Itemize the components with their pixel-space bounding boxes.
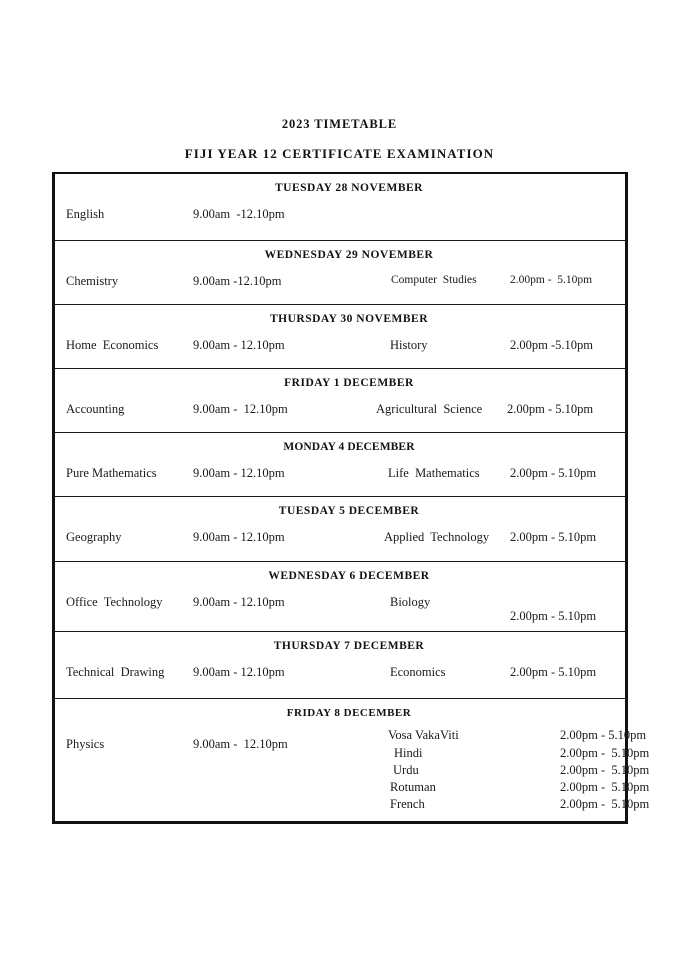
exam-row [55,652,625,690]
afternoon-subject: Urdu [393,763,419,777]
day-heading: FRIDAY 8 DECEMBER [286,707,412,719]
day-block [55,174,625,241]
morning-time: 9.00am -12.10pm [193,274,282,288]
afternoon-subject: Economics [390,665,446,679]
afternoon-time: 2.00pm - 5.10pm [507,402,594,416]
morning-time: 9.00am - 12.10pm [193,530,285,544]
morning-time: 9.00am - 12.10pm [193,466,285,480]
afternoon-time: 2.00pm - 5.10pm [510,665,597,679]
afternoon-subject: History [390,338,428,352]
afternoon-time: 2.00pm -5.10pm [510,338,593,352]
exam-timetable [52,172,650,824]
exam-row [55,719,650,819]
morning-subject: Office Technology [66,595,163,609]
afternoon-subject: French [390,797,425,811]
day-block [55,369,625,433]
morning-time: 9.00am - 12.10pm [193,402,288,416]
afternoon-subject: Rotuman [390,780,436,794]
afternoon-time: 2.00pm - 5.10pm [510,274,593,286]
day-block [55,305,625,369]
exam-row [55,194,625,232]
morning-time: 9.00am -12.10pm [193,207,285,221]
morning-subject: Chemistry [66,274,119,288]
morning-subject: Technical Drawing [66,665,165,679]
morning-time: 9.00am - 12.10pm [193,338,285,352]
afternoon-subject: Agricultural Science [376,402,483,416]
afternoon-subject: Hindi [394,746,423,760]
day-block [55,562,625,632]
afternoon-subject: Computer Studies [391,274,477,286]
exam-row [55,517,625,555]
afternoon-time: 2.00pm - 5.10pm [510,609,597,623]
afternoon-time: 2.00pm - 5.10pm [510,466,597,480]
afternoon-time: 2.00pm - 5.10pm [560,797,650,811]
exam-row [55,261,625,299]
day-block [55,433,625,497]
afternoon-time: 2.00pm - 5.10pm [560,746,650,760]
afternoon-time: 2.00pm - 5.10pm [560,763,650,777]
day-heading: TUESDAY 5 DECEMBER [278,505,420,517]
day-heading: WEDNESDAY 29 NOVEMBER [264,249,434,261]
afternoon-subject: Biology [390,595,431,609]
afternoon-time: 2.00pm - 5.10pm [510,530,597,544]
day-block [55,497,625,562]
morning-subject: English [66,207,105,221]
day-heading: MONDAY 4 DECEMBER [283,441,415,453]
exam-row [55,325,625,363]
afternoon-time: 2.00pm - 5.10pm [560,780,650,794]
day-heading: TUESDAY 28 NOVEMBER [275,182,423,194]
exam-row [55,582,625,623]
morning-subject: Accounting [66,402,125,416]
day-block [55,632,625,699]
afternoon-subject: Life Mathematics [388,466,480,480]
afternoon-subject: Vosa VakaViti [388,728,459,742]
day-block [55,241,625,305]
morning-time: 9.00am - 12.10pm [193,665,285,679]
exam-row [55,453,625,491]
morning-subject: Physics [66,737,105,751]
page-title: 2023 TIMETABLE [281,117,398,131]
morning-time: 9.00am - 12.10pm [193,595,285,609]
page-subtitle: FIJI YEAR 12 CERTIFICATE EXAMINATION [184,146,495,161]
afternoon-subject: Applied Technology [384,530,490,544]
morning-time: 9.00am - 12.10pm [193,737,288,751]
morning-subject: Home Economics [66,338,159,352]
day-heading: WEDNESDAY 6 DECEMBER [268,570,430,582]
exam-row [55,389,625,427]
day-heading: THURSDAY 7 DECEMBER [273,640,425,652]
day-heading: THURSDAY 30 NOVEMBER [269,313,429,325]
day-block [55,699,650,821]
morning-subject: Pure Mathematics [66,466,157,480]
morning-subject: Geography [66,530,122,544]
afternoon-time: 2.00pm - 5.10pm [560,728,647,742]
day-heading: FRIDAY 1 DECEMBER [284,377,414,389]
